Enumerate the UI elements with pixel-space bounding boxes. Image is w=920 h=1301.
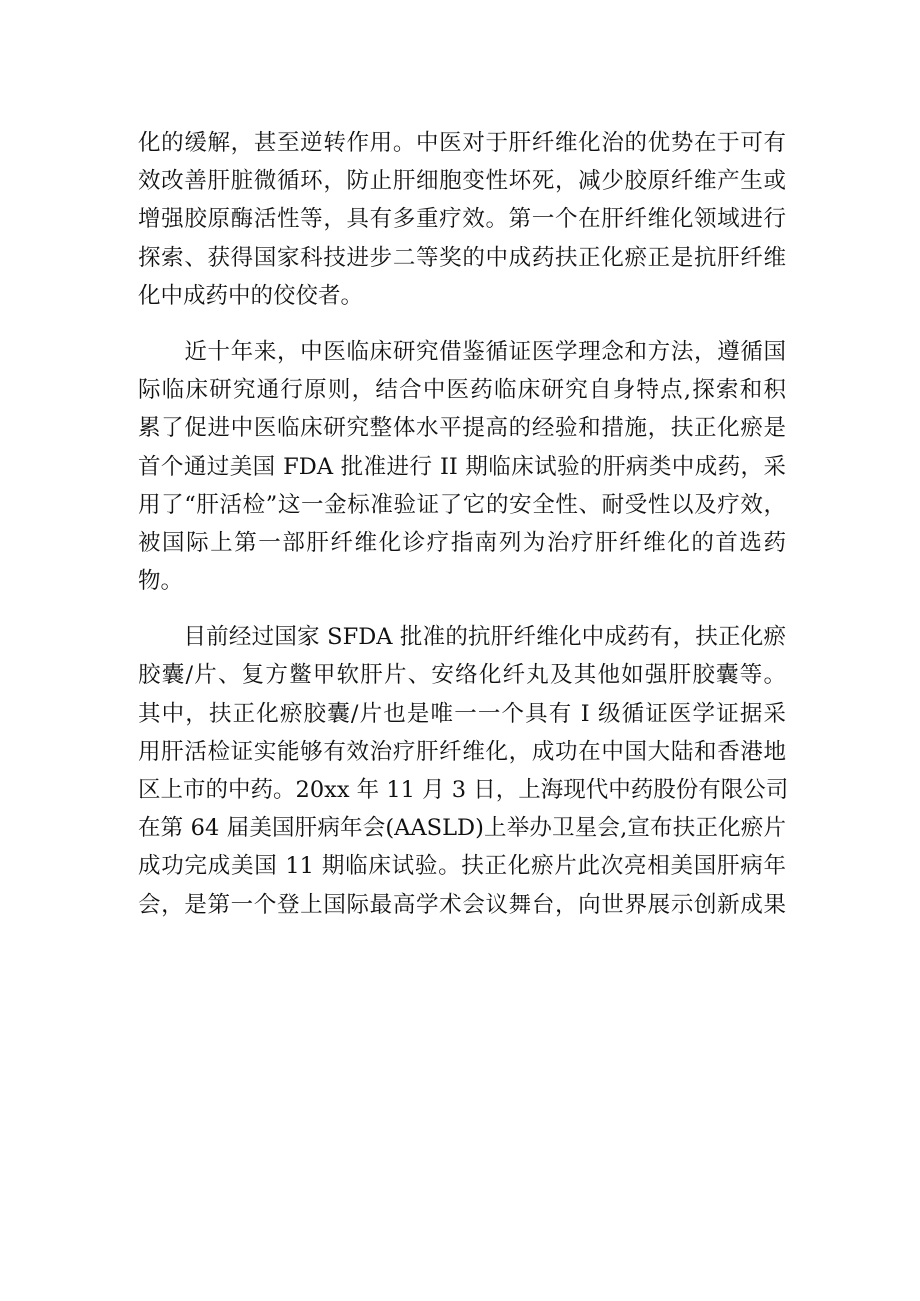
text-line: 际临床研究通行原则，结合中医药临床研究自身特点,探索和积 xyxy=(138,377,786,404)
paragraph-2 xyxy=(138,333,786,600)
text-line: 近十年来，中医临床研究借鉴循证医学理念和方法，遵循国 xyxy=(138,338,786,365)
text-line: 用肝活检证实能够有效治疗肝纤维化，成功在中国大陆和香港地 xyxy=(138,738,786,765)
text-line: 化的缓解，甚至逆转作用。中医对于肝纤维化治的优势在于可有 xyxy=(138,130,786,156)
text-line: 增强胶原酶活性等，具有多重疗效。第一个在肝纤维化领域进行 xyxy=(138,206,786,233)
paragraph-3 xyxy=(138,618,789,924)
text-line: 在第 64 届美国肝病年会(AASLD)上举办卫星会,宣布扶正化瘀片 xyxy=(138,815,786,842)
text-line: 胶囊/片、复方鳖甲软肝片、安络化纤丸及其他如强肝胶囊等。 xyxy=(138,662,786,689)
text-line: 探索、获得国家科技进步二等奖的中成药扶正化瘀正是抗肝纤维 xyxy=(138,244,786,271)
text-line: 成功完成美国 11 期临床试验。扶正化瘀片此次亮相美国肝病年 xyxy=(138,853,786,880)
paragraph-spacer xyxy=(138,600,786,618)
text-line: 效改善肝脏微循环，防止肝细胞变性坏死，减少胶原纤维产生或 xyxy=(138,168,786,195)
text-line: 物。 xyxy=(138,568,184,595)
text-line: 首个通过美国 FDA 批准进行 II 期临床试验的肝病类中成药，采 xyxy=(138,453,786,480)
text-line: 区上市的中药。20xx 年 11 月 3 日，上海现代中药股份有限公司 xyxy=(138,777,789,803)
text-line: 被国际上第一部肝纤维化诊疗指南列为治疗肝纤维化的首选药 xyxy=(138,529,786,556)
text-line: 累了促进中医临床研究整体水平提高的经验和措施，扶正化瘀是 xyxy=(138,415,786,442)
paragraph-spacer xyxy=(138,315,786,333)
text-line: 用了“肝活检”这一金标准验证了它的安全性、耐受性以及疗效， xyxy=(138,491,786,518)
document-body xyxy=(138,124,789,924)
text-line: 其中，扶正化瘀胶囊/片也是唯一一个具有 I 级循证医学证据采 xyxy=(138,700,786,727)
text-line: 目前经过国家 SFDA 批准的抗肝纤维化中成药有，扶正化瘀 xyxy=(138,624,786,651)
paragraph-1 xyxy=(138,124,786,315)
text-line: 化中成药中的佼佼者。 xyxy=(138,282,364,309)
text-line: 会，是第一个登上国际最高学术会议舞台，向世界展示创新成果 xyxy=(138,891,786,918)
